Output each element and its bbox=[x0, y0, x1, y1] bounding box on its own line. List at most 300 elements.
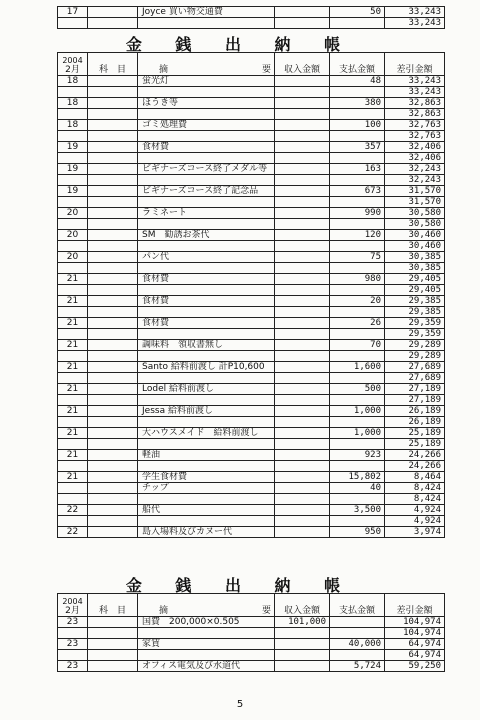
day-cell: 23 bbox=[58, 661, 88, 672]
balance-cell: 30,580 bbox=[385, 208, 445, 219]
payment-cell: 48 bbox=[330, 76, 385, 87]
account-cell bbox=[88, 7, 138, 18]
account-cell bbox=[88, 263, 138, 274]
income-cell bbox=[275, 483, 330, 494]
balance-cell: 26,189 bbox=[385, 417, 445, 428]
income-cell bbox=[275, 639, 330, 650]
table-row bbox=[58, 395, 445, 406]
balance-cell: 33,243 bbox=[385, 7, 445, 18]
income-cell bbox=[275, 373, 330, 384]
account-cell bbox=[88, 516, 138, 527]
description-cell: 学生食材費 bbox=[138, 472, 275, 483]
table-row bbox=[58, 373, 445, 384]
income-cell bbox=[275, 186, 330, 197]
account-cell bbox=[88, 505, 138, 516]
payment-cell bbox=[330, 650, 385, 661]
payment-cell bbox=[330, 395, 385, 406]
day-cell: 21 bbox=[58, 340, 88, 351]
balance-cell: 30,460 bbox=[385, 230, 445, 241]
table-row bbox=[58, 274, 445, 285]
table-row bbox=[58, 340, 445, 351]
income-cell bbox=[275, 7, 330, 18]
payment-cell: 5,724 bbox=[330, 661, 385, 672]
month-label: 2月 bbox=[65, 606, 80, 616]
description-cell: Lodel 給料前渡し bbox=[138, 384, 275, 395]
payment-cell bbox=[330, 628, 385, 639]
table-row bbox=[58, 384, 445, 395]
income-cell bbox=[275, 120, 330, 131]
table-row bbox=[58, 263, 445, 274]
col-tekiyo-a: 摘 bbox=[159, 606, 169, 616]
account-cell bbox=[88, 153, 138, 164]
table-row bbox=[58, 505, 445, 516]
balance-cell: 32,406 bbox=[385, 153, 445, 164]
description-cell bbox=[138, 329, 275, 340]
account-cell bbox=[88, 208, 138, 219]
income-cell bbox=[275, 395, 330, 406]
account-cell bbox=[88, 494, 138, 505]
table-row bbox=[58, 661, 445, 672]
day-cell bbox=[58, 219, 88, 230]
description-cell bbox=[138, 241, 275, 252]
table-row bbox=[58, 417, 445, 428]
payment-cell bbox=[330, 197, 385, 208]
day-cell bbox=[58, 307, 88, 318]
description-cell: 家賃 bbox=[138, 639, 275, 650]
day-cell bbox=[58, 516, 88, 527]
account-cell bbox=[88, 318, 138, 329]
account-cell bbox=[88, 120, 138, 131]
day-cell: 21 bbox=[58, 296, 88, 307]
day-cell: 19 bbox=[58, 186, 88, 197]
payment-cell: 15,802 bbox=[330, 472, 385, 483]
income-cell bbox=[275, 516, 330, 527]
table-row bbox=[58, 461, 445, 472]
balance-cell: 59,250 bbox=[385, 661, 445, 672]
account-cell bbox=[88, 362, 138, 373]
income-cell bbox=[275, 384, 330, 395]
account-cell bbox=[88, 98, 138, 109]
income-cell bbox=[275, 175, 330, 186]
day-cell bbox=[58, 153, 88, 164]
description-cell: Jessa 給料前渡し bbox=[138, 406, 275, 417]
table-row bbox=[58, 164, 445, 175]
balance-cell: 27,689 bbox=[385, 362, 445, 373]
payment-cell: 357 bbox=[330, 142, 385, 153]
income-cell bbox=[275, 472, 330, 483]
table-row bbox=[58, 153, 445, 164]
balance-cell: 32,763 bbox=[385, 131, 445, 142]
ledger-title-2: 金 銭 出 納 帳 bbox=[125, 576, 355, 595]
balance-cell: 104,974 bbox=[385, 617, 445, 628]
balance-cell: 33,243 bbox=[385, 76, 445, 87]
day-cell: 18 bbox=[58, 98, 88, 109]
ledger-table-second bbox=[57, 593, 445, 672]
description-cell bbox=[138, 417, 275, 428]
balance-cell: 33,243 bbox=[385, 87, 445, 98]
account-cell bbox=[88, 483, 138, 494]
balance-cell: 4,924 bbox=[385, 505, 445, 516]
payment-cell: 40 bbox=[330, 483, 385, 494]
balance-cell: 8,424 bbox=[385, 483, 445, 494]
payment-cell bbox=[330, 417, 385, 428]
month-label: 2月 bbox=[65, 65, 80, 75]
day-cell: 19 bbox=[58, 142, 88, 153]
income-cell bbox=[275, 428, 330, 439]
table-row bbox=[58, 483, 445, 494]
payment-cell: 380 bbox=[330, 98, 385, 109]
table-row bbox=[58, 87, 445, 98]
description-cell bbox=[138, 516, 275, 527]
account-cell bbox=[88, 340, 138, 351]
table-header-row bbox=[58, 53, 445, 76]
description-cell bbox=[138, 373, 275, 384]
payment-cell: 500 bbox=[330, 384, 385, 395]
table-row bbox=[58, 628, 445, 639]
day-cell: 21 bbox=[58, 406, 88, 417]
ledger-table-main bbox=[57, 52, 445, 538]
income-cell bbox=[275, 208, 330, 219]
income-cell bbox=[275, 296, 330, 307]
payment-cell: 70 bbox=[330, 340, 385, 351]
table-row bbox=[58, 285, 445, 296]
balance-cell: 27,689 bbox=[385, 373, 445, 384]
table-row bbox=[58, 617, 445, 628]
account-cell bbox=[88, 87, 138, 98]
payment-cell bbox=[330, 109, 385, 120]
income-cell bbox=[275, 362, 330, 373]
day-cell: 17 bbox=[58, 7, 88, 18]
ledger-title: 金 銭 出 納 帳 bbox=[125, 35, 355, 54]
table-row bbox=[58, 109, 445, 120]
account-cell bbox=[88, 142, 138, 153]
table-row bbox=[58, 650, 445, 661]
payment-cell bbox=[330, 494, 385, 505]
balance-cell: 27,189 bbox=[385, 384, 445, 395]
income-cell bbox=[275, 661, 330, 672]
day-cell: 21 bbox=[58, 472, 88, 483]
payment-cell: 980 bbox=[330, 274, 385, 285]
description-cell: 食材費 bbox=[138, 318, 275, 329]
balance-cell: 24,266 bbox=[385, 450, 445, 461]
ledger-top-table bbox=[57, 6, 445, 29]
col-kamoku: 科 目 bbox=[88, 53, 138, 76]
income-cell bbox=[275, 87, 330, 98]
account-cell bbox=[88, 661, 138, 672]
income-cell bbox=[275, 219, 330, 230]
income-cell bbox=[275, 439, 330, 450]
day-cell bbox=[58, 329, 88, 340]
income-cell bbox=[275, 18, 330, 29]
payment-cell: 950 bbox=[330, 527, 385, 538]
balance-cell: 30,385 bbox=[385, 263, 445, 274]
payment-cell: 1,000 bbox=[330, 428, 385, 439]
account-cell bbox=[88, 406, 138, 417]
description-cell bbox=[138, 307, 275, 318]
table-row bbox=[58, 142, 445, 153]
table-row bbox=[58, 219, 445, 230]
description-cell: 食材費 bbox=[138, 296, 275, 307]
payment-cell: 3,500 bbox=[330, 505, 385, 516]
payment-cell bbox=[330, 461, 385, 472]
table-row bbox=[58, 76, 445, 87]
payment-cell: 40,000 bbox=[330, 639, 385, 650]
account-cell bbox=[88, 296, 138, 307]
payment-cell bbox=[330, 439, 385, 450]
col-tekiyo bbox=[138, 53, 275, 76]
table-row bbox=[58, 197, 445, 208]
table-row bbox=[58, 252, 445, 263]
balance-cell: 25,189 bbox=[385, 439, 445, 450]
income-cell bbox=[275, 153, 330, 164]
payment-cell: 1,000 bbox=[330, 406, 385, 417]
day-cell: 19 bbox=[58, 164, 88, 175]
day-cell: 18 bbox=[58, 120, 88, 131]
payment-cell: 50 bbox=[330, 7, 385, 18]
table-row bbox=[58, 639, 445, 650]
payment-cell: 163 bbox=[330, 164, 385, 175]
payment-cell: 990 bbox=[330, 208, 385, 219]
description-cell bbox=[138, 439, 275, 450]
description-cell: 食材費 bbox=[138, 142, 275, 153]
balance-cell: 25,189 bbox=[385, 428, 445, 439]
description-cell bbox=[138, 263, 275, 274]
day-cell bbox=[58, 417, 88, 428]
table-row bbox=[58, 362, 445, 373]
income-cell bbox=[275, 252, 330, 263]
description-cell bbox=[138, 18, 275, 29]
payment-cell bbox=[330, 351, 385, 362]
income-cell bbox=[275, 241, 330, 252]
payment-cell bbox=[330, 153, 385, 164]
balance-cell: 30,460 bbox=[385, 241, 445, 252]
income-cell bbox=[275, 197, 330, 208]
description-cell: 軽油 bbox=[138, 450, 275, 461]
description-cell: 島入場料及びカヌー代 bbox=[138, 527, 275, 538]
income-cell bbox=[275, 318, 330, 329]
description-cell bbox=[138, 351, 275, 362]
balance-cell: 30,385 bbox=[385, 252, 445, 263]
account-cell bbox=[88, 285, 138, 296]
account-cell bbox=[88, 439, 138, 450]
col-tekiyo-b: 要 bbox=[261, 65, 271, 75]
day-cell bbox=[58, 439, 88, 450]
income-cell bbox=[275, 494, 330, 505]
day-cell: 18 bbox=[58, 76, 88, 87]
description-cell: 船代 bbox=[138, 505, 275, 516]
table-row bbox=[58, 472, 445, 483]
day-cell: 21 bbox=[58, 274, 88, 285]
balance-cell: 8,464 bbox=[385, 472, 445, 483]
description-cell bbox=[138, 650, 275, 661]
table-row bbox=[58, 494, 445, 505]
income-cell bbox=[275, 505, 330, 516]
year-label: 2004 bbox=[62, 56, 83, 65]
payment-cell bbox=[330, 329, 385, 340]
description-cell bbox=[138, 285, 275, 296]
balance-cell: 29,385 bbox=[385, 296, 445, 307]
day-cell: 21 bbox=[58, 384, 88, 395]
payment-cell bbox=[330, 241, 385, 252]
description-cell bbox=[138, 109, 275, 120]
account-cell bbox=[88, 472, 138, 483]
description-cell: チップ bbox=[138, 483, 275, 494]
income-cell bbox=[275, 164, 330, 175]
day-cell bbox=[58, 109, 88, 120]
payment-cell bbox=[330, 617, 385, 628]
day-cell: 21 bbox=[58, 318, 88, 329]
payment-cell bbox=[330, 175, 385, 186]
payment-cell bbox=[330, 219, 385, 230]
description-cell: 大ハウスメイド 給料前渡し bbox=[138, 428, 275, 439]
account-cell bbox=[88, 395, 138, 406]
income-cell bbox=[275, 307, 330, 318]
day-cell bbox=[58, 87, 88, 98]
account-cell bbox=[88, 274, 138, 285]
payment-cell: 75 bbox=[330, 252, 385, 263]
account-cell bbox=[88, 197, 138, 208]
balance-cell: 3,974 bbox=[385, 527, 445, 538]
description-cell: ほうき等 bbox=[138, 98, 275, 109]
balance-cell: 104,974 bbox=[385, 628, 445, 639]
balance-cell: 29,385 bbox=[385, 307, 445, 318]
year-label: 2004 bbox=[62, 597, 83, 606]
col-tekiyo bbox=[138, 594, 275, 617]
day-cell bbox=[58, 175, 88, 186]
col-balance: 差引金額 bbox=[385, 594, 445, 617]
balance-cell: 32,763 bbox=[385, 120, 445, 131]
day-cell bbox=[58, 241, 88, 252]
account-cell bbox=[88, 186, 138, 197]
payment-cell bbox=[330, 516, 385, 527]
description-cell: ゴミ処理費 bbox=[138, 120, 275, 131]
balance-cell: 29,405 bbox=[385, 285, 445, 296]
account-cell bbox=[88, 252, 138, 263]
account-cell bbox=[88, 76, 138, 87]
income-cell bbox=[275, 650, 330, 661]
balance-cell: 64,974 bbox=[385, 650, 445, 661]
income-cell bbox=[275, 340, 330, 351]
description-cell bbox=[138, 131, 275, 142]
payment-cell: 673 bbox=[330, 186, 385, 197]
payment-cell bbox=[330, 87, 385, 98]
col-kamoku: 科 目 bbox=[88, 594, 138, 617]
payment-cell: 100 bbox=[330, 120, 385, 131]
balance-cell: 29,359 bbox=[385, 318, 445, 329]
income-cell bbox=[275, 527, 330, 538]
payment-cell bbox=[330, 131, 385, 142]
income-cell bbox=[275, 461, 330, 472]
table-row bbox=[58, 208, 445, 219]
account-cell bbox=[88, 417, 138, 428]
account-cell bbox=[88, 219, 138, 230]
table-row bbox=[58, 307, 445, 318]
account-cell bbox=[88, 230, 138, 241]
table-row bbox=[58, 186, 445, 197]
income-cell bbox=[275, 628, 330, 639]
balance-cell: 33,243 bbox=[385, 18, 445, 29]
income-cell bbox=[275, 142, 330, 153]
table-row bbox=[58, 98, 445, 109]
table-row bbox=[58, 527, 445, 538]
account-cell bbox=[88, 351, 138, 362]
table-row bbox=[58, 230, 445, 241]
table-row bbox=[58, 175, 445, 186]
day-cell bbox=[58, 351, 88, 362]
balance-cell: 32,863 bbox=[385, 98, 445, 109]
table-row bbox=[58, 18, 445, 29]
account-cell bbox=[88, 241, 138, 252]
col-income: 収入金額 bbox=[275, 53, 330, 76]
account-cell bbox=[88, 639, 138, 650]
day-cell: 21 bbox=[58, 362, 88, 373]
balance-cell: 29,405 bbox=[385, 274, 445, 285]
payment-cell bbox=[330, 285, 385, 296]
description-cell: Joyce 買い物交通費 bbox=[138, 7, 275, 18]
income-cell: 101,000 bbox=[275, 617, 330, 628]
table-row bbox=[58, 516, 445, 527]
day-cell: 21 bbox=[58, 428, 88, 439]
description-cell bbox=[138, 175, 275, 186]
balance-cell: 31,570 bbox=[385, 186, 445, 197]
income-cell bbox=[275, 417, 330, 428]
day-cell bbox=[58, 650, 88, 661]
account-cell bbox=[88, 307, 138, 318]
table-row bbox=[58, 450, 445, 461]
col-balance: 差引金額 bbox=[385, 53, 445, 76]
account-cell bbox=[88, 628, 138, 639]
income-cell bbox=[275, 109, 330, 120]
day-cell bbox=[58, 395, 88, 406]
table-row bbox=[58, 318, 445, 329]
description-cell: パン代 bbox=[138, 252, 275, 263]
table-row bbox=[58, 120, 445, 131]
day-cell: 20 bbox=[58, 208, 88, 219]
income-cell bbox=[275, 274, 330, 285]
payment-cell bbox=[330, 263, 385, 274]
description-cell: オフィス電気及び水道代 bbox=[138, 661, 275, 672]
balance-cell: 8,424 bbox=[385, 494, 445, 505]
description-cell: SM 勧誘お茶代 bbox=[138, 230, 275, 241]
table-row bbox=[58, 131, 445, 142]
description-cell: 食材費 bbox=[138, 274, 275, 285]
payment-cell: 120 bbox=[330, 230, 385, 241]
account-cell bbox=[88, 428, 138, 439]
description-cell: ビギナーズコース終了記念品 bbox=[138, 186, 275, 197]
balance-cell: 4,924 bbox=[385, 516, 445, 527]
description-cell bbox=[138, 219, 275, 230]
description-cell bbox=[138, 197, 275, 208]
balance-cell: 29,359 bbox=[385, 329, 445, 340]
income-cell bbox=[275, 263, 330, 274]
balance-cell: 32,243 bbox=[385, 175, 445, 186]
description-cell: 調味料 領収書無し bbox=[138, 340, 275, 351]
table-row bbox=[58, 296, 445, 307]
balance-cell: 32,863 bbox=[385, 109, 445, 120]
day-cell: 23 bbox=[58, 617, 88, 628]
day-cell bbox=[58, 628, 88, 639]
income-cell bbox=[275, 285, 330, 296]
col-payment: 支払金額 bbox=[330, 594, 385, 617]
description-cell bbox=[138, 494, 275, 505]
col-income: 収入金額 bbox=[275, 594, 330, 617]
income-cell bbox=[275, 329, 330, 340]
table-row bbox=[58, 241, 445, 252]
payment-cell: 26 bbox=[330, 318, 385, 329]
balance-cell: 29,289 bbox=[385, 340, 445, 351]
account-cell bbox=[88, 175, 138, 186]
account-cell bbox=[88, 461, 138, 472]
